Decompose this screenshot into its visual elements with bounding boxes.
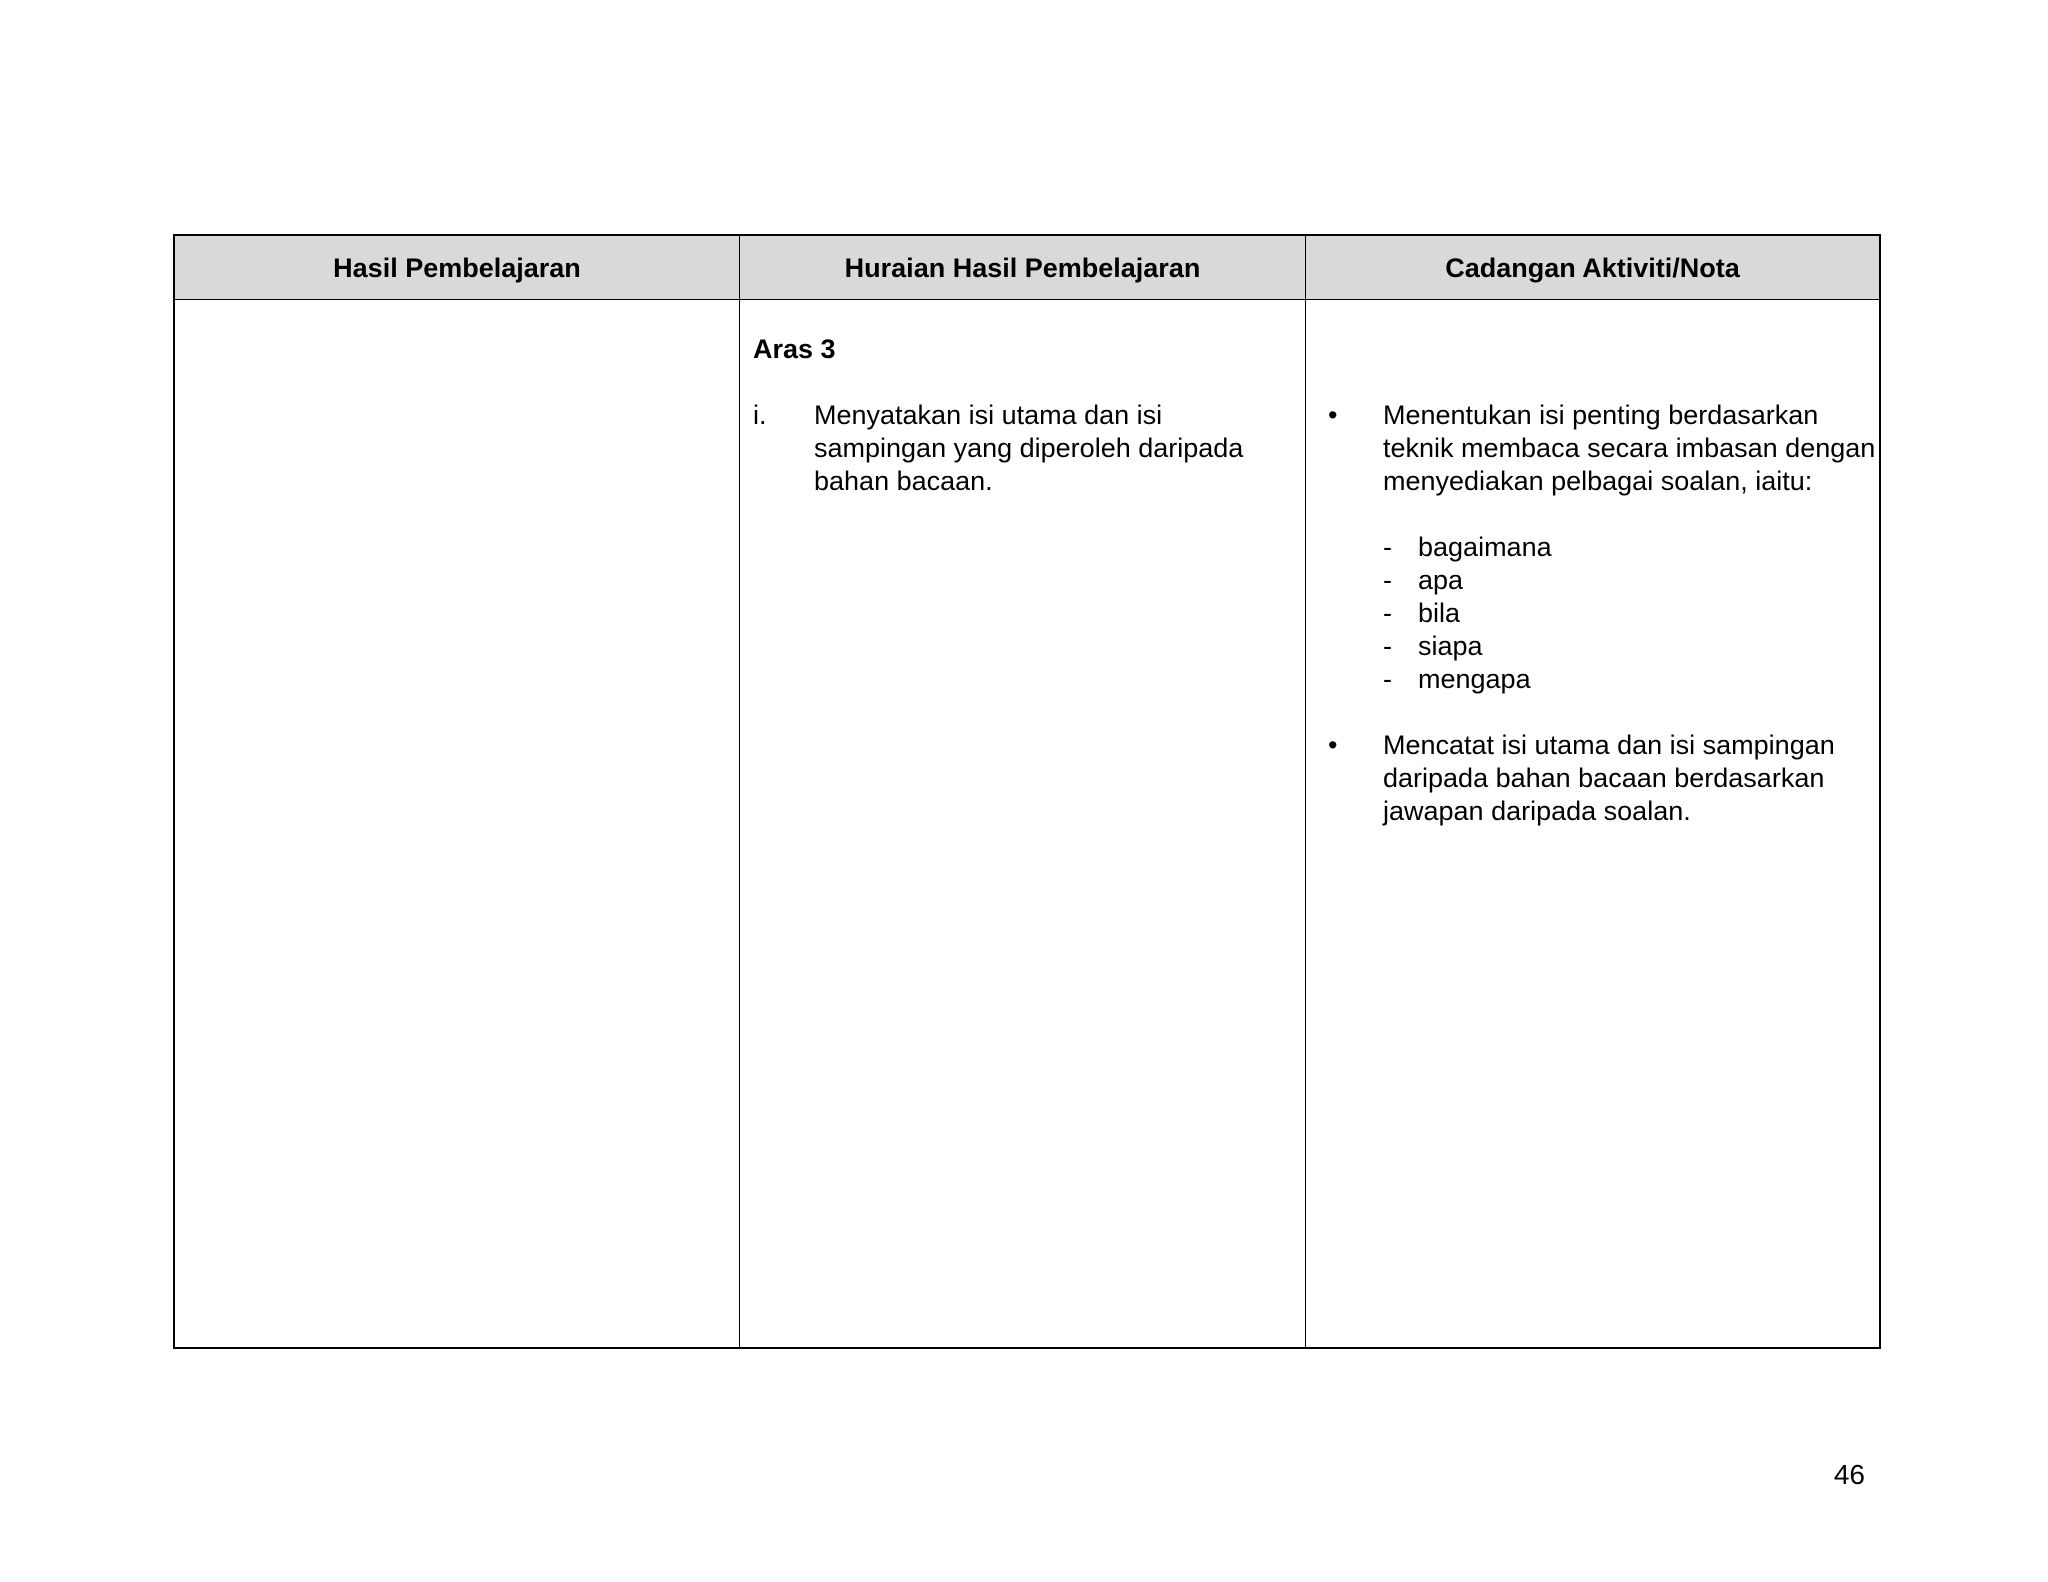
question-word: apa bbox=[1418, 565, 1464, 595]
list-item bbox=[1383, 531, 1878, 564]
dash-icon: - bbox=[1383, 664, 1392, 694]
roman-numeral-marker: i. bbox=[753, 400, 767, 430]
cadangan-item bbox=[1316, 399, 1878, 696]
question-word: mengapa bbox=[1418, 664, 1531, 694]
question-word: bagaimana bbox=[1418, 532, 1552, 562]
header-hasil-pembelajaran: Hasil Pembelajaran bbox=[333, 252, 581, 283]
cell-hasil-pembelajaran bbox=[175, 300, 739, 1347]
page-number: 46 bbox=[1833, 1459, 1865, 1490]
dash-icon: - bbox=[1383, 532, 1392, 562]
header-cadangan-aktiviti-nota: Cadangan Aktiviti/Nota bbox=[1445, 252, 1740, 283]
list-item bbox=[1383, 630, 1878, 663]
question-word: siapa bbox=[1418, 631, 1483, 661]
cell-huraian bbox=[753, 300, 1293, 498]
bullet-icon: • bbox=[1328, 400, 1338, 430]
cell-cadangan bbox=[1316, 300, 1878, 828]
column-divider bbox=[739, 236, 740, 1347]
bullet-icon: • bbox=[1328, 730, 1338, 760]
header-huraian-hasil-pembelajaran: Huraian Hasil Pembelajaran bbox=[844, 252, 1201, 283]
column-divider bbox=[1305, 236, 1306, 1347]
question-list bbox=[1383, 531, 1878, 696]
dash-icon: - bbox=[1383, 598, 1392, 628]
question-word: bila bbox=[1418, 598, 1461, 628]
dash-icon: - bbox=[1383, 631, 1392, 661]
cadangan-item-text: Mencatat isi utama dan isi sampingan daripada bahan bacaan berdasarkan jawapan daripada soalan. bbox=[1383, 730, 1835, 826]
huraian-item-text: Menyatakan isi utama dan isi sampingan yang diperoleh daripada bahan bacaan. bbox=[814, 400, 1244, 496]
list-item bbox=[1383, 597, 1878, 630]
curriculum-table bbox=[173, 234, 1881, 1349]
list-item bbox=[1383, 564, 1878, 597]
list-item bbox=[1383, 663, 1878, 696]
level-title: Aras 3 bbox=[753, 334, 836, 364]
cadangan-item bbox=[1316, 729, 1878, 828]
dash-icon: - bbox=[1383, 565, 1392, 595]
cadangan-item-text: Menentukan isi penting berdasarkan teknik membaca secara imbasan dengan menyediakan pelbagai soalan, iaitu: bbox=[1383, 400, 1876, 496]
huraian-item bbox=[753, 399, 1293, 498]
